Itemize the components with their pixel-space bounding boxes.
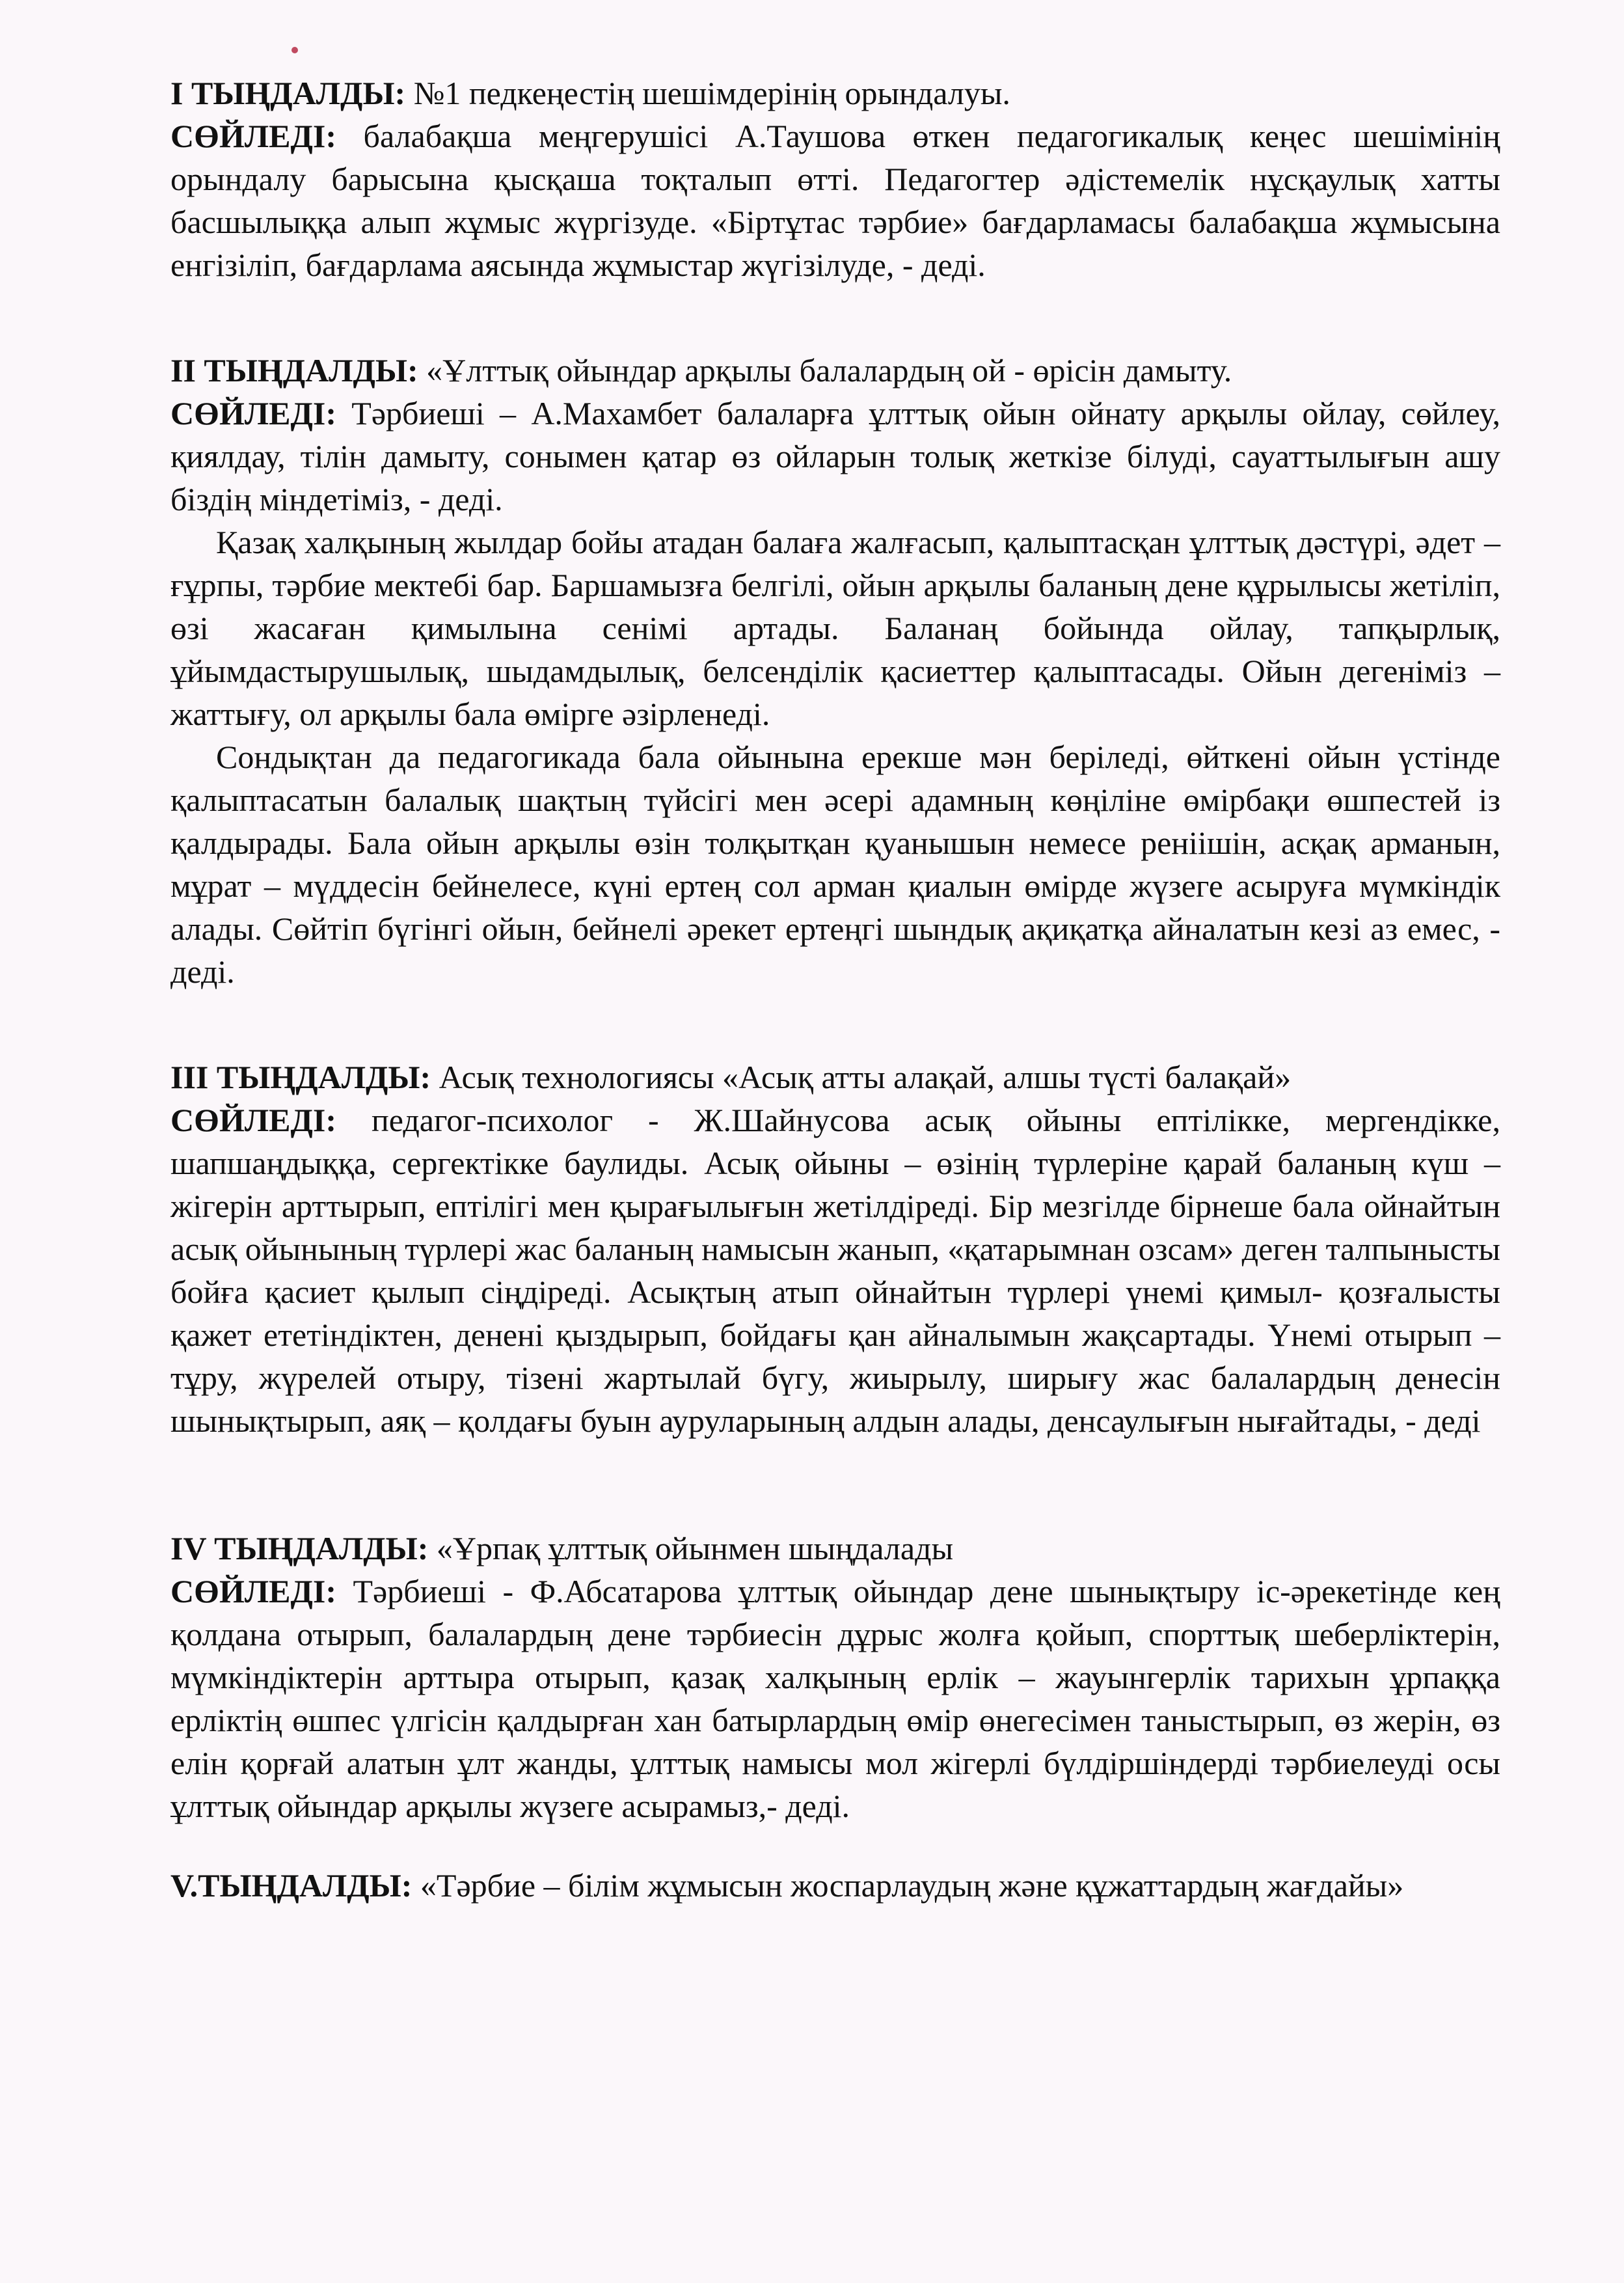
section-5-heading-text: «Тәрбие – білім жұмысын жоспарлаудың және құжаттардың жағдайы» xyxy=(412,1867,1404,1904)
section-2-paragraph-2: Сондықтан да педагогикада бала ойынына ерекше мән беріледі, өйткені ойын үстінде қалыптасатын балалық шақтың түйсігі мен әсері адамның көңіліне өмірбақи өшпестей із қалдырады. Бала ойын арқылы өзін толқытқан қуанышын немесе реніішін, асқақ арманын, мұрат – мүддесін бейнелесе, күні ертең сол арман қиалын өмірде жүзеге асыруға мүмкіндік алады. Сөйтіп бүгінгі ойын, бейнелі әрекет ертеңгі шындық ақиқатқа айналатын кезі аз емес, - деді. xyxy=(170,739,1500,990)
ink-dot xyxy=(291,47,298,53)
section-4-speaker-text: Тәрбиеші - Ф.Абсатарова ұлттық ойындар дене шынықтыру іс-әрекетінде кең қолдана отырып, балалардың дене тәрбиесін дұрыс жолға қойып, спорттық шеберліктерін, мүмкіндіктерін арттыра отырып, қазақ халқының ерлік – жауынгерлік тарихын ұрпаққа ерліктің өшпес үлгісін қалдырған хан батырлардың өмір өнегесімен таныстырып, өз жерін, өз елін қорғай алатын ұлт жанды, ұлттық намысы мол жігерлі бүлдіршіндерді тәрбиелеуді осы ұлттық ойындар арқылы жүзеге асырамыз,- деді. xyxy=(170,1573,1500,1824)
section-3-heading-label: III ТЫҢДАЛДЫ: xyxy=(170,1059,431,1095)
section-2-heading xyxy=(170,349,1500,392)
section-2 xyxy=(170,349,1500,993)
section-1-heading-text: №1 педкеңестің шешімдерінің орындалуы. xyxy=(405,75,1010,111)
section-5-heading-label: V.ТЫҢДАЛДЫ: xyxy=(170,1867,413,1904)
section-2-heading-label: II ТЫҢДАЛДЫ: xyxy=(170,352,418,389)
section-2-speaker-label: СӨЙЛЕДІ: xyxy=(170,395,337,431)
section-4-speaker-label: СӨЙЛЕДІ: xyxy=(170,1573,337,1609)
section-1-heading xyxy=(170,72,1500,115)
section-4-heading-text: «Ұрпақ ұлттық ойынмен шыңдалады xyxy=(428,1530,954,1566)
section-3 xyxy=(170,1056,1500,1442)
section-2-heading-text: «Ұлттық ойындар арқылы балалардың ой - өрісін дамыту. xyxy=(418,352,1232,389)
section-3-speaker-label: СӨЙЛЕДІ: xyxy=(170,1102,337,1138)
section-1-speaker-text: балабақша меңгерушісі А.Таушова өткен педагогикалық кеңес шешімінің орындалу барысына қысқаша тоқталып өтті. Педагогтер әдістемелік нұсқаулық хатты басшылыққа алып жұмыс жүргізуде. «Біртұтас тәрбие» бағдарламасы балабақша жұмысына енгізіліп, бағдарлама аясында жұмыстар жүгізілуде, - деді. xyxy=(170,118,1500,283)
section-1 xyxy=(170,72,1500,286)
section-5 xyxy=(170,1864,1500,1907)
section-4-heading xyxy=(170,1527,1500,1570)
section-3-heading-text: Асық технологиясы «Асық атты алақай, алшы түсті балақай» xyxy=(431,1059,1292,1095)
section-2-speaker-text: Тәрбиеші – А.Махамбет балаларға ұлттық ойын ойнату арқылы ойлау, сөйлеу, қиялдау, тілін дамыту, сонымен қатар өз ойларын толық жеткізе білуді, сауаттылығын ашу біздің міндетіміз, - деді. xyxy=(170,395,1500,517)
section-1-speaker xyxy=(170,115,1500,286)
section-3-speaker-text: педагог-психолог - Ж.Шайнусова асық ойыны ептілікке, мергендікке, шапшаңдыққа, сергектікке баулиды. Асық ойыны – өзінің түрлеріне қарай баланың күш – жігерін арттырып, ептілігі мен қырағылығын жетілдіреді. Бір мезгілде бірнеше бала ойнайтын асық ойынының түрлері жас баланың намысын жанып, «қатарымнан озсам» деген талпынысты бойға қасиет қылып сіңдіреді. Асықтың атып ойнайтын түрлері үнемі қимыл- қозғалысты қажет ететіндіктен, денені қыздырып, бойдағы қан айналымын жақсартады. Үнемі отырып – тұру, жүрелей отыру, тізені жартылай бүгу, жиырылу, ширығу жас балалардың денесін шынықтырып, аяқ – қолдағы буын ауруларының алдын алады, денсаулығын нығайтады, - деді xyxy=(170,1102,1500,1439)
section-1-speaker-label: СӨЙЛЕДІ: xyxy=(170,118,337,154)
section-2-paragraph-1: Қазақ халқының жылдар бойы атадан балаға жалғасып, қалыптасқан ұлттық дәстүрі, әдет – ғұрпы, тәрбие мектебі бар. Баршамызға белгілі, ойын арқылы баланың дене құрылысы жетіліп, өзі жасаған қимылына сенімі артады. Баланаң бойында ойлау, тапқырлық, ұйымдастырушылық, шыдамдылық, белсенділік қасиеттер қалыптасады. Ойын дегеніміз – жаттығу, ол арқылы бала өмірге әзірленеді. xyxy=(170,524,1500,732)
section-1-heading-label: I ТЫҢДАЛДЫ: xyxy=(170,75,406,111)
section-4 xyxy=(170,1527,1500,1827)
section-3-heading xyxy=(170,1056,1500,1099)
section-2-speaker xyxy=(170,392,1500,521)
section-4-heading-label: IV ТЫҢДАЛДЫ: xyxy=(170,1530,429,1566)
section-4-speaker xyxy=(170,1570,1500,1827)
section-3-speaker xyxy=(170,1099,1500,1442)
section-5-heading xyxy=(170,1864,1500,1907)
